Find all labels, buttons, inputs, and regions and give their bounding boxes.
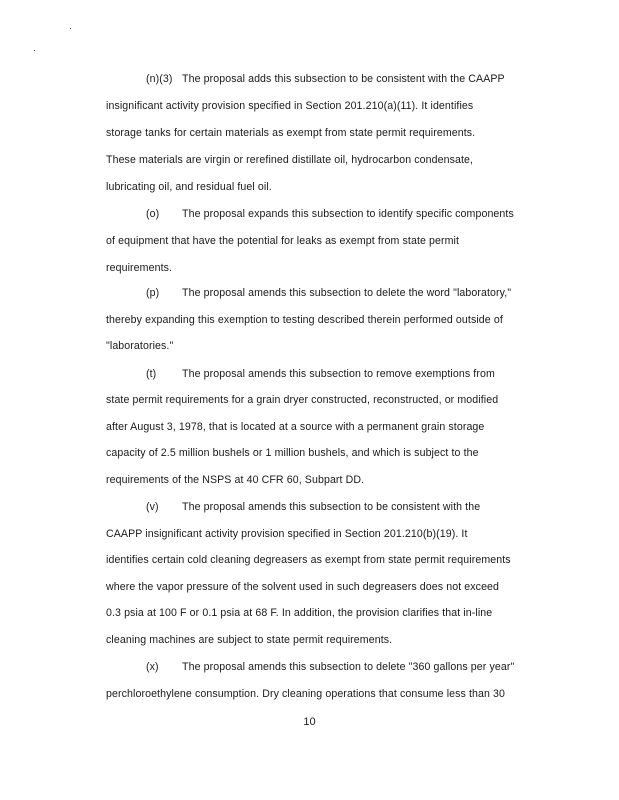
paragraph-label: (v) xyxy=(146,501,159,513)
paragraph-text-line: 0.3 psia at 100 F or 0.1 psia at 68 F. In addition, the provision clarifies that in-line xyxy=(106,607,493,619)
paragraph-text: The proposal amends this subsection to delete "360 gallons per year" xyxy=(182,661,515,673)
paragraph-text-line: of equipment that have the potential for leaks as exempt from state permit xyxy=(106,235,460,247)
paragraph-label: (p) xyxy=(146,287,160,299)
paragraph-text: The proposal adds this subsection to be consistent with the CAAPP xyxy=(182,73,505,85)
paragraph-v-first-line xyxy=(146,501,480,514)
paragraph-o-first-line xyxy=(146,208,514,221)
paragraph-text-line: perchloroethylene consumption. Dry cleaning operations that consume less than 30 xyxy=(106,688,506,700)
paragraph-label: (t) xyxy=(146,368,157,380)
paragraph-label: (n)(3) xyxy=(146,73,173,85)
paragraph-text: The proposal amends this subsection to remove exemptions from xyxy=(182,368,495,380)
paragraph-text-line: after August 3, 1978, that is located at a source with a permanent grain storage xyxy=(106,421,485,433)
paragraph-text-line: capacity of 2.5 million bushels or 1 million bushels, and which is subject to the xyxy=(106,447,479,459)
paragraph-text-line: requirements. xyxy=(106,262,173,274)
paragraph-label: (x) xyxy=(146,661,159,673)
paragraph-text-line: CAAPP insignificant activity provision specified in Section 201.210(b)(19). It xyxy=(106,528,468,540)
paragraph-text-line: These materials are virgin or rerefined distillate oil, hydrocarbon condensate, xyxy=(106,154,474,166)
scan-speck xyxy=(70,28,71,29)
paragraph-text: The proposal amends this subsection to be consistent with the xyxy=(182,501,481,513)
paragraph-text-line: requirements of the NSPS at 40 CFR 60, Subpart DD. xyxy=(106,474,365,486)
paragraph-text-line: "laboratories." xyxy=(106,340,174,352)
paragraph-label: (o) xyxy=(146,208,160,220)
paragraph-n3-first-line xyxy=(146,73,505,86)
paragraph-t-first-line xyxy=(146,368,495,381)
paragraph-text: The proposal expands this subsection to identify specific components xyxy=(182,208,514,220)
scan-speck xyxy=(34,50,35,51)
paragraph-x-first-line xyxy=(146,661,514,674)
paragraph-p-first-line xyxy=(146,287,511,300)
paragraph-text: The proposal amends this subsection to delete the word "laboratory," xyxy=(182,287,512,299)
paragraph-text-line: lubricating oil, and residual fuel oil. xyxy=(106,181,272,193)
paragraph-text-line: state permit requirements for a grain dryer constructed, reconstructed, or modified xyxy=(106,394,499,406)
paragraph-text-line: insignificant activity provision specified in Section 201.210(a)(11). It identifies xyxy=(106,100,474,112)
paragraph-text-line: cleaning machines are subject to state permit requirements. xyxy=(106,634,393,646)
paragraph-text-line: identifies certain cold cleaning degreasers as exempt from state permit requirements xyxy=(106,554,511,566)
paragraph-text-line: where the vapor pressure of the solvent used in such degreasers does not exceed xyxy=(106,581,500,593)
paragraph-text-line: thereby expanding this exemption to testing described therein performed outside of xyxy=(106,314,503,326)
paragraph-text-line: storage tanks for certain materials as exempt from state permit requirements. xyxy=(106,127,476,139)
page-number: 10 xyxy=(303,716,316,728)
